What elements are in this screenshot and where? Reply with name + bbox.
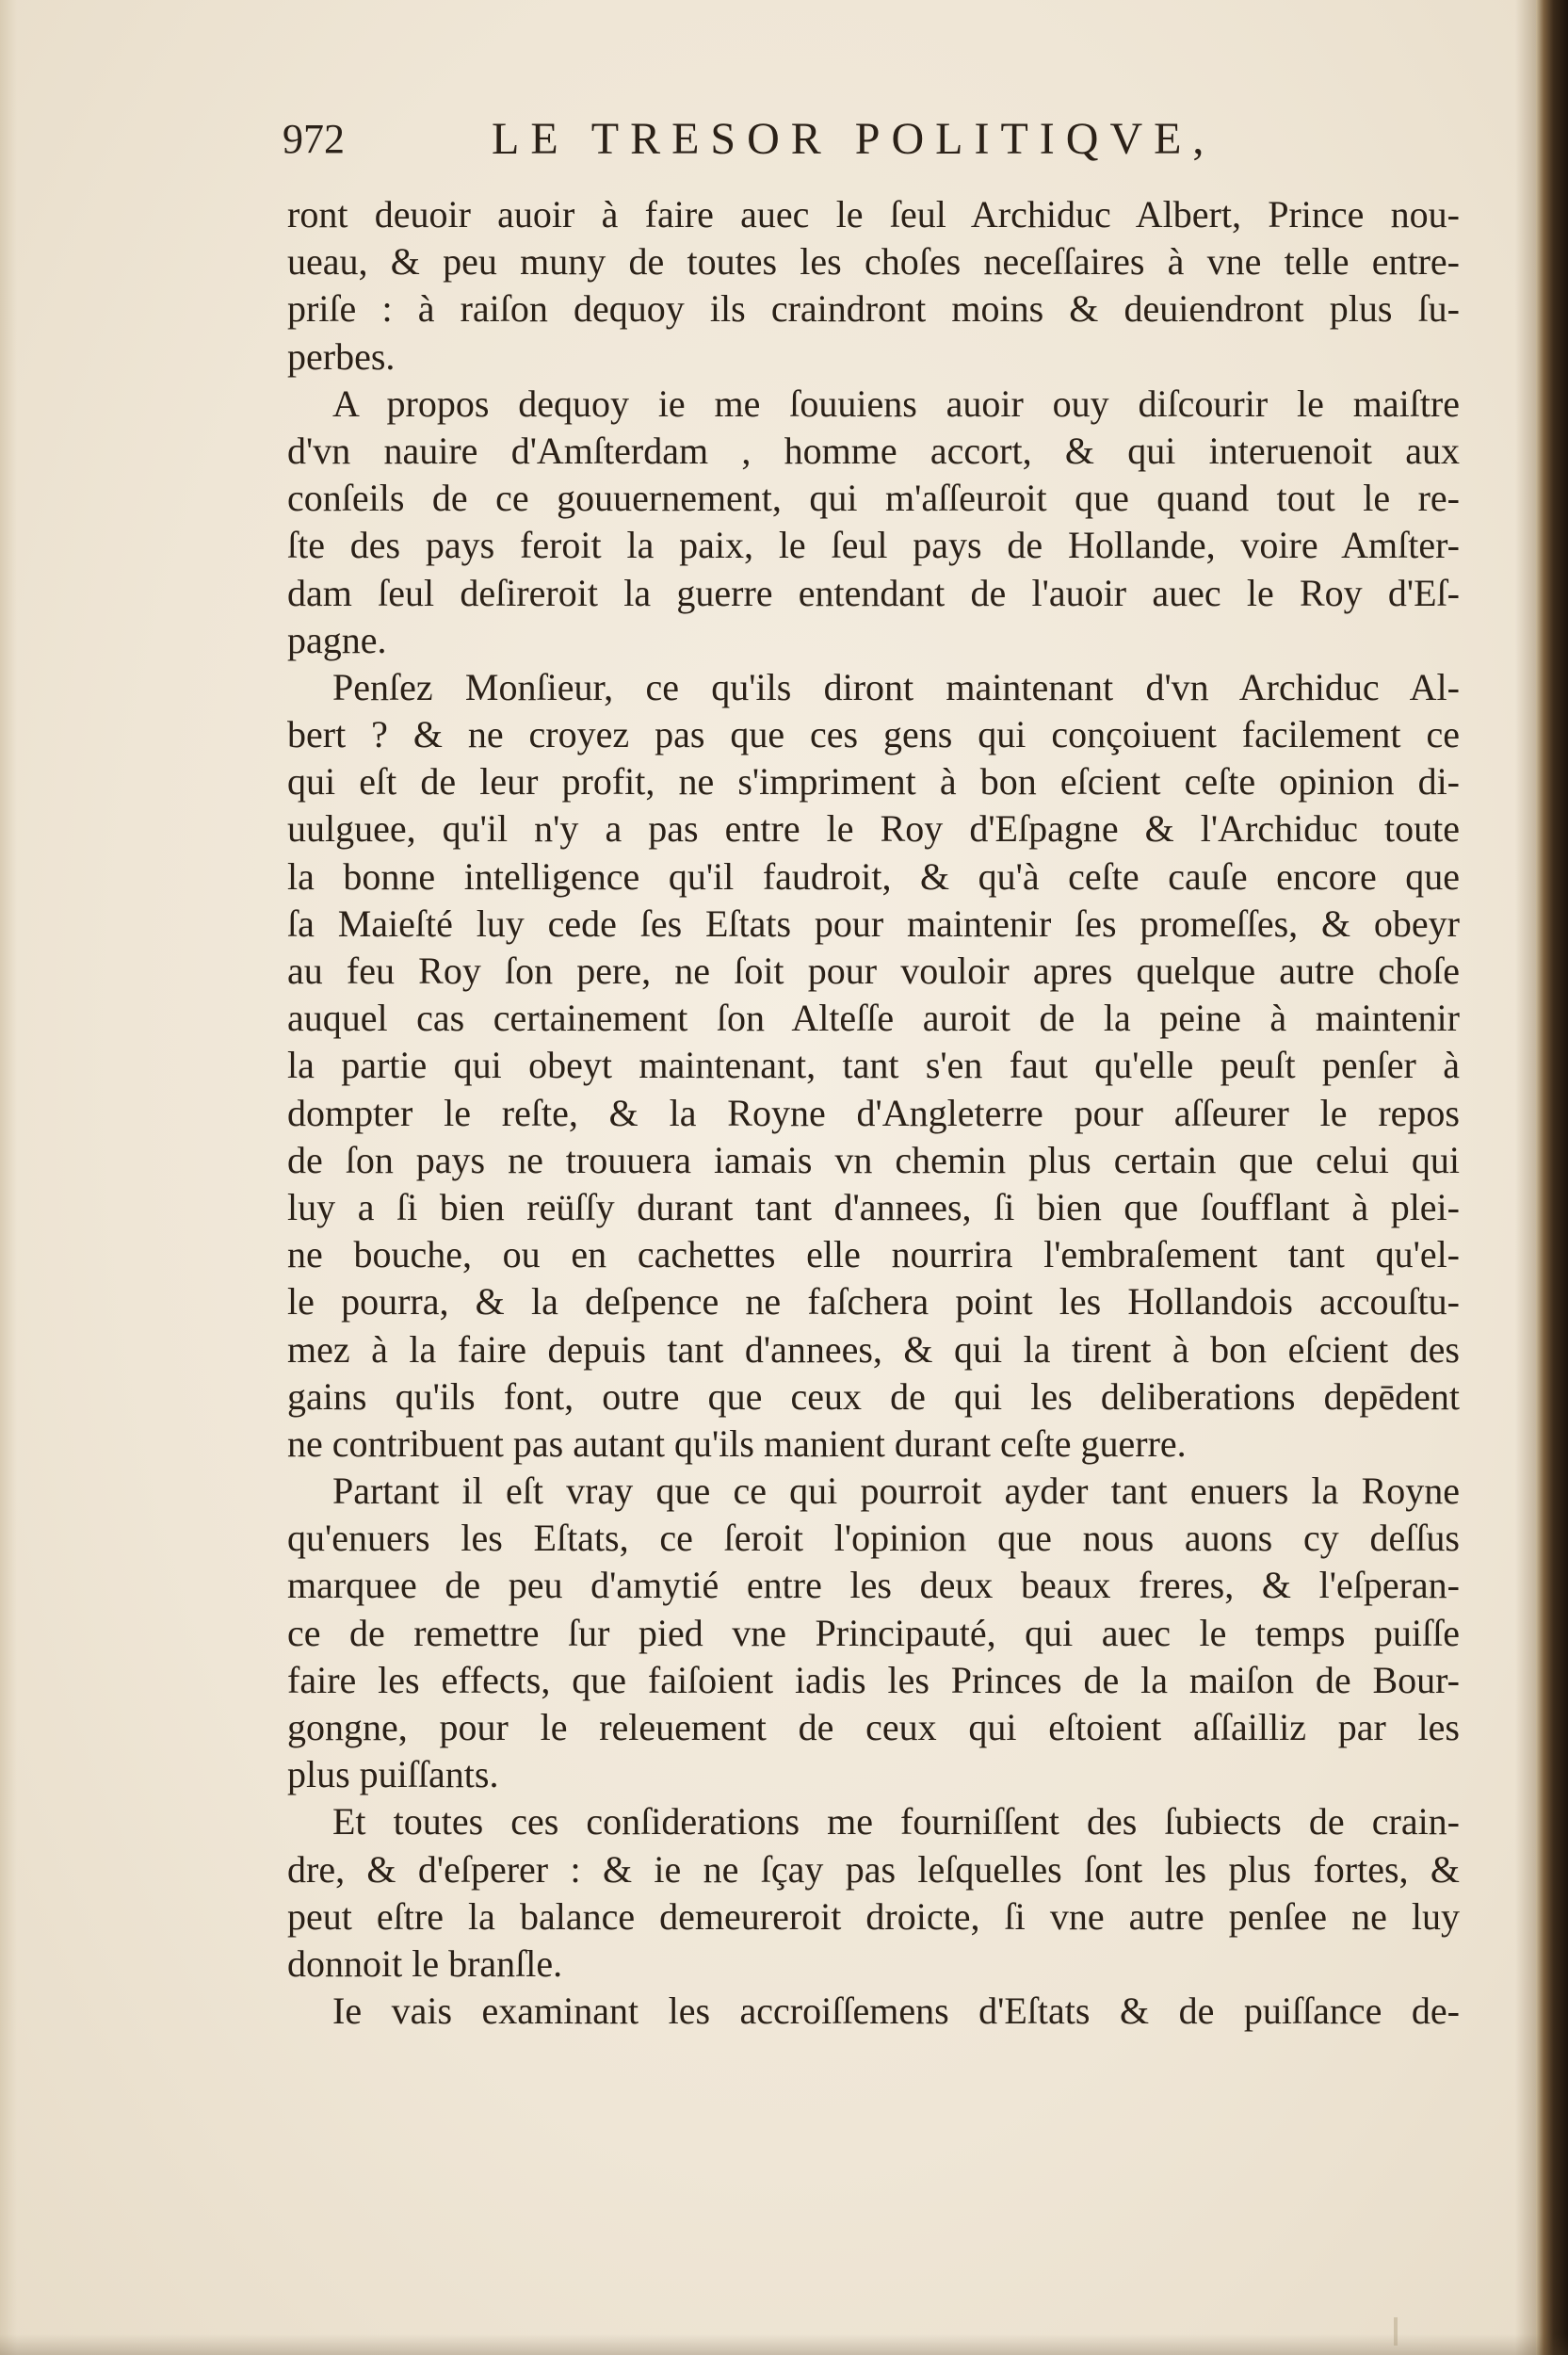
text-line: gongne, pour le releuement de ceux qui eſtoient aſſailliz par les (287, 1706, 1460, 1748)
page-blemish (1394, 2317, 1398, 2346)
text-line: ſte des pays feroit la paix, le ſeul pays de Hollande, voire Amſter- (287, 524, 1460, 567)
gutter-shadow (1515, 0, 1536, 2355)
text-line: Et toutes ces conſiderations me fourniſſent des ſubiects de crain- (332, 1800, 1460, 1843)
text-line: auquel cas certainement ſon Alteſſe auroit de la peine à maintenir (287, 997, 1460, 1040)
text-line: luy a ſi bien reüſſy durant tant d'annees, ſi bien que ſoufflant à plei- (287, 1185, 1460, 1228)
text-line: qu'enuers les Eſtats, ce ſeroit l'opinion que nous auons cy deſſus (287, 1517, 1460, 1560)
text-line: qui eſt de leur profit, ne s'impriment à bon eſcient ceſte opinion di- (287, 760, 1460, 804)
text-line: mez à la faire depuis tant d'annees, & qui la tirent à bon eſcient des (287, 1327, 1460, 1371)
text-line: le pourra, & la deſpence ne faſchera point les Hollandois accouſtu- (287, 1280, 1460, 1324)
text-line: la partie qui obeyt maintenant, tant s'en faut qu'elle peuſt penſer à (287, 1044, 1460, 1087)
text-line: pagne. (287, 618, 387, 661)
text-line: dam ſeul deſireroit la guerre entendant de l'auoir auec le Roy d'Eſ- (287, 571, 1460, 614)
body-text (287, 191, 1460, 2035)
text-line: de ſon pays ne trouuera iamais vn chemin plus certain que celui qui (287, 1138, 1460, 1181)
text-line: la bonne intelligence qu'il faudroit, & qu'à ceſte cauſe encore que (287, 854, 1460, 898)
text-line: dre, & d'eſperer : & ie ne ſçay pas leſquelles ſont les plus fortes, & (287, 1847, 1460, 1891)
text-line: Penſez Monſieur, ce qu'ils diront maintenant d'vn Archiduc Al- (332, 665, 1460, 708)
text-line: Partant il eſt vray que ce qui pourroit ayder tant enuers la Royne (332, 1470, 1460, 1513)
text-line: A propos dequoy ie me ſouuiens auoir ouy diſcourir le maiſtre (332, 382, 1460, 425)
text-line: ront deuoir auoir à faire auec le ſeul Archiduc Albert, Prince nou- (287, 193, 1460, 236)
text-line: peut eſtre la balance demeureroit droicte, ſi vne autre penſee ne luy (287, 1894, 1460, 1938)
text-line: bert ? & ne croyez pas que ces gens qui conçoiuent facilement ce (287, 713, 1460, 756)
text-line: d'vn nauire d'Amſterdam , homme accort, & qui interuenoit aux (287, 429, 1460, 472)
text-line: marquee de peu d'amytié entre les deux beaux freres, & l'eſperan- (287, 1564, 1460, 1607)
page-header (283, 113, 1488, 179)
text-line: perbes. (287, 334, 396, 378)
page-bottom-edge (0, 2334, 1568, 2355)
text-line: priſe : à raiſon dequoy ils craindront moins & deuiendront plus ſu- (287, 287, 1460, 331)
text-line: donnoit le branſle. (287, 1941, 563, 1985)
text-line: conſeils de ce gouuernement, qui m'aſſeuroit que quand tout le re- (287, 477, 1460, 520)
text-line: ne bouche, ou en cachettes elle nourrira l'embraſement tant qu'el- (287, 1233, 1460, 1276)
text-line: faire les effects, que faiſoient iadis les Princes de la maiſon de Bour- (287, 1658, 1460, 1701)
page-number: 972 (283, 116, 345, 162)
text-line: ne contribuent pas autant qu'ils manient durant ceſte guerre. (287, 1421, 1187, 1465)
text-line: ueau, & peu muny de toutes les choſes neceſſaires à vne telle entre- (287, 240, 1460, 284)
text-line: uulguee, qu'il n'y a pas entre le Roy d'Eſpagne & l'Archiduc toute (287, 807, 1460, 851)
text-line: ce de remettre ſur pied vne Principauté, qui auec le temps puiſſe (287, 1611, 1460, 1654)
text-line: Ie vais examinant les accroiſſemens d'Eſtats & de puiſſance de- (332, 1990, 1460, 2033)
text-line: dompter le reſte, & la Royne d'Angleterre pour aſſeurer le repos (287, 1091, 1460, 1134)
text-line: gains qu'ils font, outre que ceux de qui les deliberations depēdent (287, 1374, 1460, 1418)
book-spine (1536, 0, 1568, 2355)
text-line: ſa Maieſté luy cede ſes Eſtats pour maintenir ſes promeſſes, & obeyr (287, 901, 1460, 945)
text-line: au feu Roy ſon pere, ne ſoit pour vouloir apres quelque autre choſe (287, 950, 1460, 992)
running-title: LE TRESOR POLITIQVE, (492, 114, 1216, 164)
text-line: plus puiſſants. (287, 1753, 499, 1796)
